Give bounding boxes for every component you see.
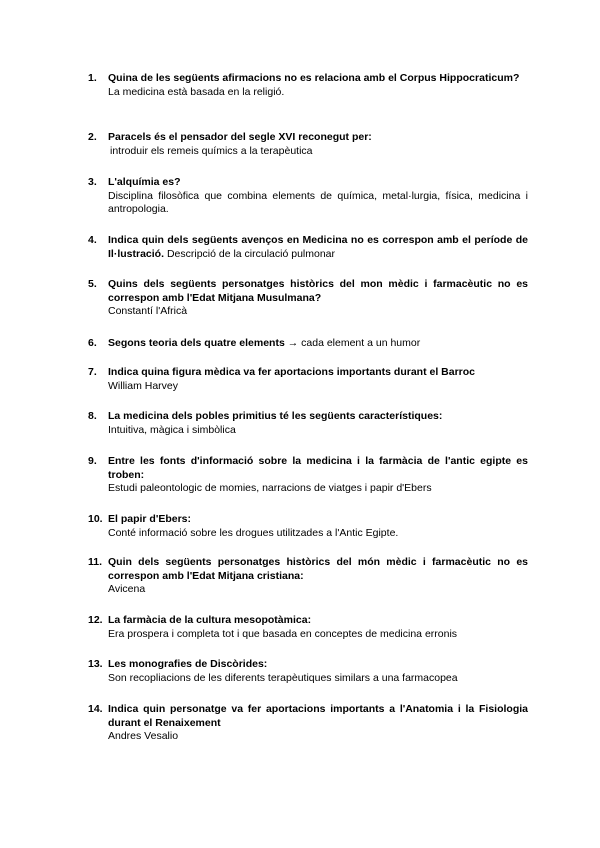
question-item <box>88 556 528 597</box>
answer-text: La medicina està basada en la religió. <box>108 85 285 98</box>
question-number: 5. <box>88 278 97 290</box>
question-text: Indica quin personatge va fer aportacions importants a l'Anatomia i la Fisiologia durant el Renaixement <box>108 703 528 729</box>
answer-text: Era prospera i completa tot i que basada en conceptes de medicina erronis <box>108 627 458 640</box>
question-item <box>88 703 528 744</box>
question-text: La medicina dels pobles primitius té les següents característiques: <box>108 410 443 422</box>
answer-text: Constantí l'Africà <box>108 305 188 317</box>
question-text <box>108 234 528 261</box>
question-item <box>88 513 528 540</box>
question-text: Paracels és el pensador del segle XVI reconegut per: <box>108 131 372 143</box>
question-text: Indica quina figura mèdica va fer aportacions importants durant el Barroc <box>108 366 476 378</box>
question-item <box>88 614 528 641</box>
question-number: 1. <box>88 72 97 84</box>
question-text: L'alquímia es? <box>108 176 181 188</box>
question-text: Les monografies de Discòrides: <box>108 658 268 670</box>
question-text: Quina de les següents afirmacions no es relaciona amb el Corpus Hippocraticum? <box>108 72 520 84</box>
answer-text: Conté informació sobre les drogues utilitzades a l'Antic Egipte. <box>108 526 399 539</box>
question-item <box>88 337 528 351</box>
question-number: 9. <box>88 455 97 467</box>
question-item <box>88 455 528 496</box>
question-text-inline: Segons teoria dels quatre elements <box>108 337 285 349</box>
question-item <box>88 234 528 261</box>
question-item <box>88 176 528 217</box>
answer-text: introduir els remeis químics a la terapèutica <box>110 144 313 157</box>
question-item <box>88 410 528 437</box>
question-number: 13. <box>88 658 103 670</box>
question-item <box>88 658 528 685</box>
question-item <box>88 366 528 393</box>
answer-text: → cada element a un humor <box>287 337 421 349</box>
question-text: Quins dels següents personatges històrics del mon mèdic i farmacèutic no es correspon amb l'Edat Mitjana Musulmana? <box>108 278 528 304</box>
question-number: 4. <box>88 234 97 246</box>
answer-text: Descripció de la circulació pulmonar <box>166 247 336 260</box>
answer-text: Estudi paleontologic de momies, narracions de viatges i papir d'Ebers <box>108 482 432 494</box>
answer-text: Avicena <box>108 583 146 595</box>
question-number: 6. <box>88 337 97 349</box>
question-number: 2. <box>88 131 97 143</box>
question-item <box>88 72 528 99</box>
answer-text: William Harvey <box>108 379 179 392</box>
question-text: El papir d'Ebers: <box>108 513 192 525</box>
question-item <box>88 278 528 319</box>
answer-text: Disciplina filosòfica que combina elements de química, metal·lurgia, física, medicina i antropologia. <box>108 189 528 215</box>
question-text: Entre les fonts d'informació sobre la medicina i la farmàcia de l'antic egipte es troben: <box>108 455 528 481</box>
question-text-inline: Indica quin dels següents avenços en Medicina no es correspon amb el període de Il·lustració. <box>108 234 528 260</box>
question-number: 11. <box>88 556 103 568</box>
question-number: 3. <box>88 176 97 188</box>
answer-text: Intuitiva, màgica i simbòlica <box>108 423 236 436</box>
answer-text: Son recopliacions de les diferents terapèutiques similars a una farmacopea <box>108 671 458 684</box>
question-item <box>88 131 528 158</box>
question-number: 8. <box>88 410 97 422</box>
question-number: 7. <box>88 366 97 378</box>
answer-text: Andres Vesalio <box>108 730 179 742</box>
question-number: 10. <box>88 513 103 525</box>
question-text: Quin dels següents personatges històrics del món mèdic i farmacèutic no es correspon amb l'Edat Mitjana cristiana: <box>108 556 528 582</box>
question-number: 14. <box>88 703 103 715</box>
question-text: La farmàcia de la cultura mesopotàmica: <box>108 614 312 626</box>
question-number: 12. <box>88 614 103 626</box>
question-text <box>108 337 528 351</box>
